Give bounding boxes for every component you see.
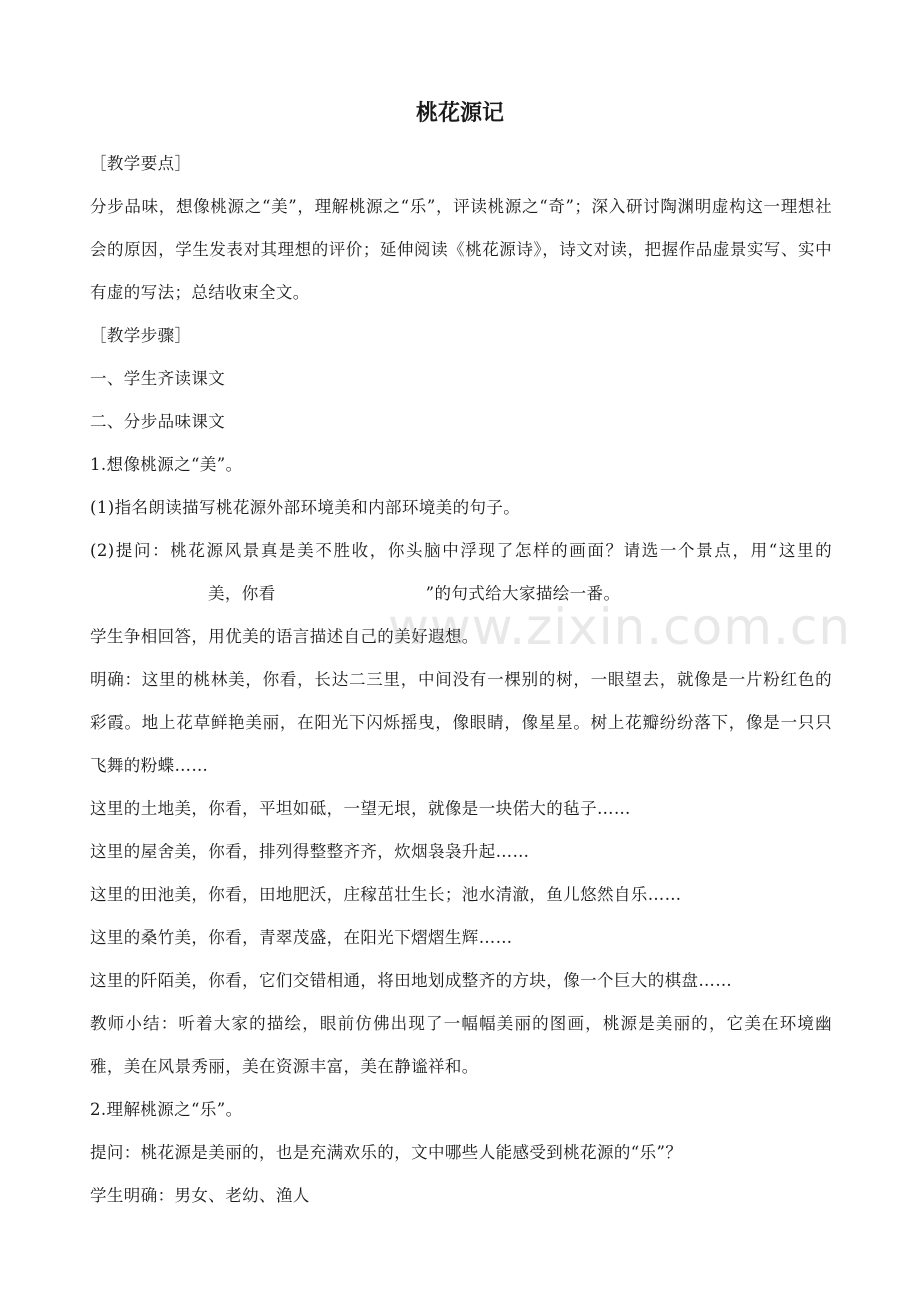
paragraph-houses: 这里的屋舍美，你看，排列得整整齐齐，炊烟袅袅升起…… xyxy=(90,842,530,861)
document-title: 桃花源记 xyxy=(415,101,504,126)
paragraph-student-answer: 学生明确：男女、老幼、渔人 xyxy=(90,1186,310,1205)
paragraph-question-fill-in xyxy=(90,529,832,615)
paragraph-teacher-summary: 教师小结：听着大家的描绘，眼前仿佛出现了一幅幅美丽的图画，桃源是美丽的，它美在环境幽雅，美在风景秀丽，美在资源丰富，美在静谧祥和。 xyxy=(90,1014,832,1076)
question-text-part-2: 美，你看 xyxy=(208,584,276,603)
step-heading-1: 一、学生齐读课文 xyxy=(90,369,226,388)
paragraph-teaching-points: 分步品味，想像桃源之“美”，理解桃源之“乐”，评读桃源之“奇”；深入研讨陶渊明虚构这一理想社会的原因，学生发表对其理想的评价；延伸阅读《桃花源诗》，诗文对读，把握作品虚景实写、实中有虚的写法；总结收束全文。 xyxy=(90,197,832,302)
question-text-part-3: ”的句式给大家描绘一番。 xyxy=(425,584,621,603)
paragraph-clarification: 明确：这里的桃林美，你看，长达二三里，中间没有一棵别的树，一眼望去，就像是一片粉红色的彩霞。地上花草鲜艳美丽，在阳光下闪烁摇曳，像眼睛，像星星。树上花瓣纷纷落下，像是一只只飞舞的粉蝶…… xyxy=(90,670,832,775)
document-body xyxy=(90,142,832,1217)
paragraph-reading-task: (1)指名朗读描写桃花源外部环境美和内部环境美的句子。 xyxy=(90,498,521,517)
paragraph-joy-question: 提问：桃花源是美丽的，也是充满欢乐的，文中哪些人能感受到桃花源的“乐”？ xyxy=(90,1143,683,1162)
paragraph-mulberry-bamboo: 这里的桑竹美，你看，青翠茂盛，在阳光下熠熠生辉…… xyxy=(90,928,513,947)
question-text-part-1: (2)提问：桃花源风景真是美不胜收，你头脑中浮现了怎样的画面？请选一个景点，用“这里的 xyxy=(90,541,832,560)
sub-heading-joy: 2.理解桃源之“乐”。 xyxy=(90,1100,243,1119)
section-heading-teaching-steps: ［教学步骤］ xyxy=(90,326,192,345)
paragraph-student-response: 学生争相回答，用优美的语言描述自己的美好遐想。 xyxy=(90,627,479,646)
watermark: www.zixin.com.cn xyxy=(388,598,852,656)
paragraph-land: 这里的土地美，你看，平坦如砥，一望无垠，就像是一块偌大的毡子…… xyxy=(90,799,631,818)
section-heading-teaching-points: ［教学要点］ xyxy=(90,154,192,173)
sub-heading-beauty: 1.想像桃源之“美”。 xyxy=(90,455,243,474)
step-heading-2: 二、分步品味课文 xyxy=(90,412,226,431)
paragraph-fields-ponds: 这里的田池美，你看，田地肥沃，庄稼茁壮生长；池水清澈，鱼儿悠然自乐…… xyxy=(90,885,682,904)
paragraph-paths: 这里的阡陌美，你看，它们交错相通，将田地划成整齐的方块，像一个巨大的棋盘…… xyxy=(90,971,733,990)
